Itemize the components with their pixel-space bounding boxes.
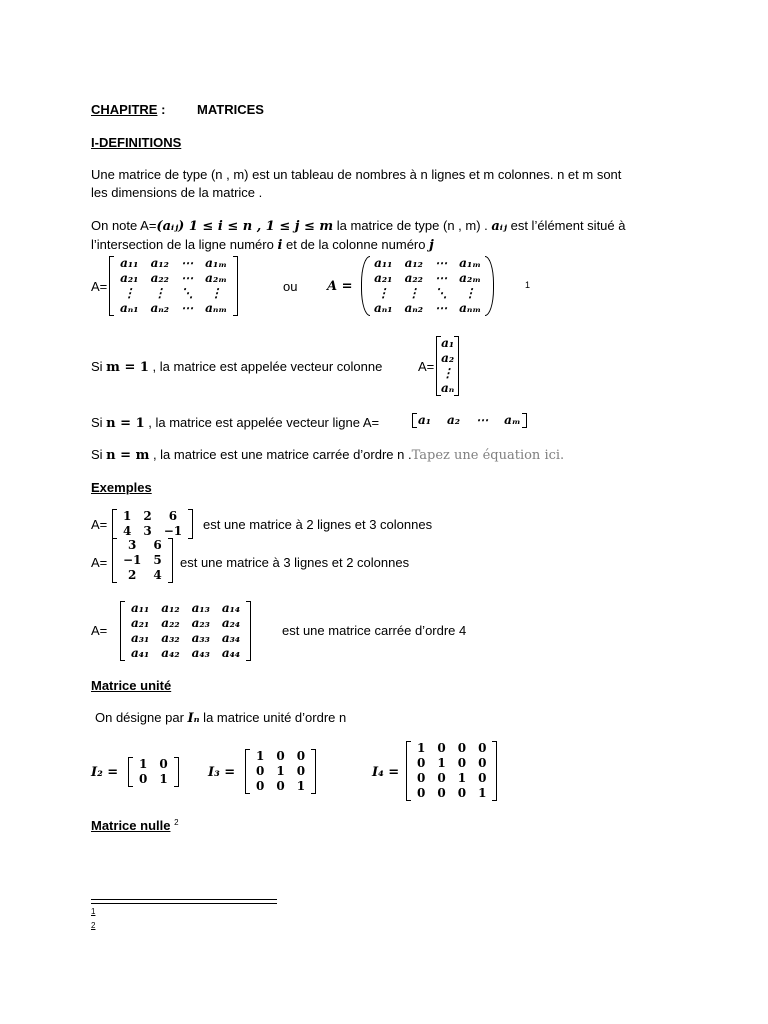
matrix-cell: aₙ₁ <box>120 301 139 315</box>
matrix-cell: 0 <box>276 749 285 763</box>
section-title-definitions: I-DEFINITIONS <box>91 135 182 150</box>
square-text-b: , la matrice est une matrice carrée d’ordre n . <box>149 447 412 462</box>
matrix-cell: 1 <box>276 764 285 778</box>
identity-text <box>95 710 346 727</box>
matrix-cell: 0 <box>139 772 148 786</box>
matrix-cell: 0 <box>417 786 426 800</box>
matrix-cell: 0 <box>276 779 285 793</box>
matrix-cell: 1 <box>296 779 306 793</box>
para2-j: j <box>429 238 434 253</box>
col-vector-cond: m = 1 <box>106 360 149 375</box>
identity-text-b: la matrice unité d’ordre n <box>199 710 347 725</box>
matrix-cell: 3 <box>128 538 137 552</box>
matrix-cell: 0 <box>417 771 426 785</box>
I4-label: I₄ = <box>372 765 400 780</box>
matrix-cell: 6 <box>168 509 178 523</box>
matrix-cell: aₙₘ <box>205 301 228 315</box>
matrix-cell: ⋯ <box>476 413 489 427</box>
matrix-cell: a₄₄ <box>221 646 241 660</box>
matrix-cell: a₁₁ <box>120 256 139 270</box>
matrix-cell: aₘ <box>504 413 521 427</box>
matrix-cell: 1 <box>437 756 446 770</box>
chapter-colon: : <box>161 102 166 117</box>
matrix-cell: 0 <box>296 749 306 763</box>
matrix-cell: ⋮ <box>407 286 420 300</box>
para2-aij: aᵢⱼ <box>491 219 507 234</box>
examples-title: Exemples <box>91 480 152 495</box>
null-matrix-title: Matrice nulle <box>91 818 171 833</box>
matrix-cell: 0 <box>437 741 446 755</box>
matrix-cell: ⋮ <box>123 286 136 300</box>
matrix-cell: a₃₄ <box>221 631 241 645</box>
matrix-cell: aₙ₂ <box>150 301 170 315</box>
general-matrix-paren <box>363 256 492 316</box>
matrix-cell: 0 <box>457 756 467 770</box>
matrix-cell: a₂₃ <box>191 616 210 630</box>
ex2-matrix <box>112 538 173 583</box>
matrix-cell: a₄₂ <box>161 646 180 660</box>
matrix-cell: 0 <box>159 757 168 771</box>
matrix-cell: 4 <box>123 524 132 538</box>
matrix-cell: a₁ₘ <box>459 256 481 270</box>
matrix-cell: ⋯ <box>435 301 448 315</box>
para2-i: i <box>277 238 283 253</box>
matrix-cell: a₃₁ <box>131 631 150 645</box>
I4-matrix <box>406 741 497 801</box>
matrix-cell: a₁₁ <box>374 256 393 270</box>
matrix-cell: a₁₂ <box>404 256 423 270</box>
matrix-cell: aₙ₂ <box>404 301 424 315</box>
identity-In: Iₙ <box>187 711 200 726</box>
matrix-cell: a₁₂ <box>161 601 180 615</box>
matrix-cell: 4 <box>153 568 162 582</box>
matrix-cell: ⋮ <box>377 286 390 300</box>
matrix-cell: a₂₁ <box>120 271 139 285</box>
para2-line1 <box>91 218 626 235</box>
para2-text-b: la matrice de type (n , m) . <box>333 218 492 233</box>
row-vector-cond: n = 1 <box>106 416 145 431</box>
col-vector-text-b: , la matrice est appelée vecteur colonne <box>148 359 383 374</box>
para2-line2-b: et de la colonne numéro <box>282 237 430 252</box>
row-vector-matrix <box>412 413 527 428</box>
matrix-cell: 3 <box>143 524 152 538</box>
matrix-cell: 0 <box>417 756 426 770</box>
general-matrix-prefix-2: A = <box>327 279 353 294</box>
ex1-text: est une matrice à 2 lignes et 3 colonnes <box>203 517 433 532</box>
matrix-cell: 1 <box>457 771 467 785</box>
null-matrix-heading <box>91 818 179 834</box>
I3-matrix <box>245 749 316 794</box>
matrix-cell: 1 <box>256 749 265 763</box>
matrix-cell: 0 <box>478 756 487 770</box>
matrix-cell: 0 <box>256 764 265 778</box>
row-vector-text-b: , la matrice est appelée vecteur ligne A= <box>144 415 380 430</box>
col-vector-matrix <box>436 336 459 396</box>
footnote-separator-bottom <box>91 903 277 904</box>
col-vector-text-a: Si <box>91 359 107 374</box>
matrix-cell: a₂₂ <box>404 271 423 285</box>
square-text-a: Si <box>91 447 107 462</box>
matrix-cell: a₂₁ <box>374 271 393 285</box>
chapter-label: CHAPITRE <box>91 102 158 117</box>
matrix-cell: 6 <box>153 538 162 552</box>
ex3-matrix <box>120 601 251 661</box>
matrix-cell: a₂₁ <box>131 616 150 630</box>
square-text <box>91 447 564 464</box>
matrix-cell: a₃₃ <box>191 631 210 645</box>
or-text: ou <box>283 279 298 294</box>
matrix-cell: a₁ₘ <box>205 256 227 270</box>
matrix-cell: 0 <box>457 786 467 800</box>
matrix-cell: a₂₂ <box>150 271 169 285</box>
matrix-cell: 0 <box>437 786 446 800</box>
matrix-cell: a₂ <box>441 351 455 365</box>
row-vector-text <box>91 415 379 432</box>
ex1-prefix: A= <box>91 517 108 532</box>
matrix-cell: 0 <box>296 764 306 778</box>
ex3-prefix: A= <box>91 623 108 638</box>
matrix-cell: a₂ₘ <box>459 271 481 285</box>
matrix-cell: ⋱ <box>181 286 194 300</box>
matrix-cell: a₁₂ <box>150 256 169 270</box>
matrix-cell: ⋯ <box>181 301 194 315</box>
para1-line2: les dimensions de la matrice . <box>91 185 263 200</box>
matrix-cell: 1 <box>159 772 168 786</box>
equation-placeholder[interactable]: Tapez une équation ici. <box>411 448 565 463</box>
matrix-cell: 2 <box>128 568 137 582</box>
matrix-cell: 0 <box>478 771 487 785</box>
matrix-cell: a₂₄ <box>221 616 241 630</box>
footnote-ref-2: 2 <box>174 818 179 827</box>
matrix-cell: a₂ₘ <box>205 271 227 285</box>
matrix-cell: aₙ₁ <box>374 301 393 315</box>
matrix-cell: 0 <box>437 771 446 785</box>
identity-text-a: On désigne par <box>95 710 188 725</box>
matrix-cell: 1 <box>417 741 426 755</box>
matrix-cell: a₁₄ <box>221 601 241 615</box>
matrix-cell: a₁₁ <box>131 601 150 615</box>
para2-formula: (aᵢⱼ) 1 ≤ i ≤ n , 1 ≤ j ≤ m <box>156 219 334 234</box>
matrix-cell: 1 <box>139 757 148 771</box>
matrix-cell: ⋮ <box>210 286 223 300</box>
chapter-title: MATRICES <box>197 102 264 117</box>
ex1-matrix <box>112 509 193 539</box>
matrix-cell: a₁₃ <box>191 601 210 615</box>
para1-line1: Une matrice de type (n , m) est un tableau de nombres à n lignes et m colonnes. n et m sont <box>91 167 622 182</box>
para2-line2-a: l’intersection de la ligne numéro <box>91 237 278 252</box>
matrix-cell: 0 <box>256 779 265 793</box>
I3-label: I₃ = <box>208 765 236 780</box>
matrix-cell: a₄₃ <box>191 646 210 660</box>
matrix-cell: 2 <box>143 509 152 523</box>
col-vector-prefix: A= <box>418 359 435 374</box>
matrix-cell: 1 <box>478 786 487 800</box>
row-vector-text-a: Si <box>91 415 107 430</box>
general-matrix-prefix: A= <box>91 279 108 294</box>
footnote-separator-top <box>91 899 277 900</box>
footnote-2: 2 <box>91 921 96 930</box>
matrix-cell: −1 <box>123 553 142 567</box>
matrix-cell: 0 <box>478 741 487 755</box>
footnote-ref-1: 1 <box>525 280 531 290</box>
matrix-cell: ⋯ <box>435 271 448 285</box>
matrix-cell: ⋮ <box>464 286 477 300</box>
matrix-cell: a₄₁ <box>131 646 150 660</box>
matrix-cell: ⋯ <box>181 271 194 285</box>
chapter-heading <box>91 102 264 118</box>
para2-text-a: On note A= <box>91 218 157 233</box>
matrix-cell: a₂ <box>447 413 461 427</box>
matrix-cell: ⋮ <box>153 286 166 300</box>
matrix-cell: 0 <box>457 741 467 755</box>
col-vector-text <box>91 359 382 376</box>
square-cond: n = m <box>106 448 150 463</box>
footnote-1: 1 <box>91 907 96 916</box>
matrix-cell: −1 <box>163 524 183 538</box>
ex2-text: est une matrice à 3 lignes et 2 colonnes <box>180 555 410 570</box>
matrix-cell: ⋯ <box>435 256 448 270</box>
para2-text-c: est l’élément situé à <box>506 218 626 233</box>
I2-label: I₂ = <box>91 765 119 780</box>
matrix-cell: a₃₂ <box>161 631 180 645</box>
matrix-cell: ⋯ <box>181 256 194 270</box>
I2-matrix <box>128 757 179 787</box>
matrix-cell: aₙ <box>441 381 455 395</box>
identity-title: Matrice unité <box>91 678 172 693</box>
matrix-cell: ⋮ <box>441 366 454 380</box>
matrix-cell: 1 <box>123 509 132 523</box>
matrix-cell: aₙₘ <box>459 301 482 315</box>
ex3-text: est une matrice carrée d’ordre 4 <box>282 623 467 638</box>
matrix-cell: 5 <box>153 553 162 567</box>
para2-line2 <box>91 237 434 254</box>
matrix-cell: a₁ <box>441 336 455 350</box>
matrix-cell: a₂₂ <box>161 616 180 630</box>
general-matrix-bracket <box>109 256 238 316</box>
matrix-cell: a₁ <box>418 413 432 427</box>
matrix-cell: ⋱ <box>435 286 448 300</box>
ex2-prefix: A= <box>91 555 108 570</box>
